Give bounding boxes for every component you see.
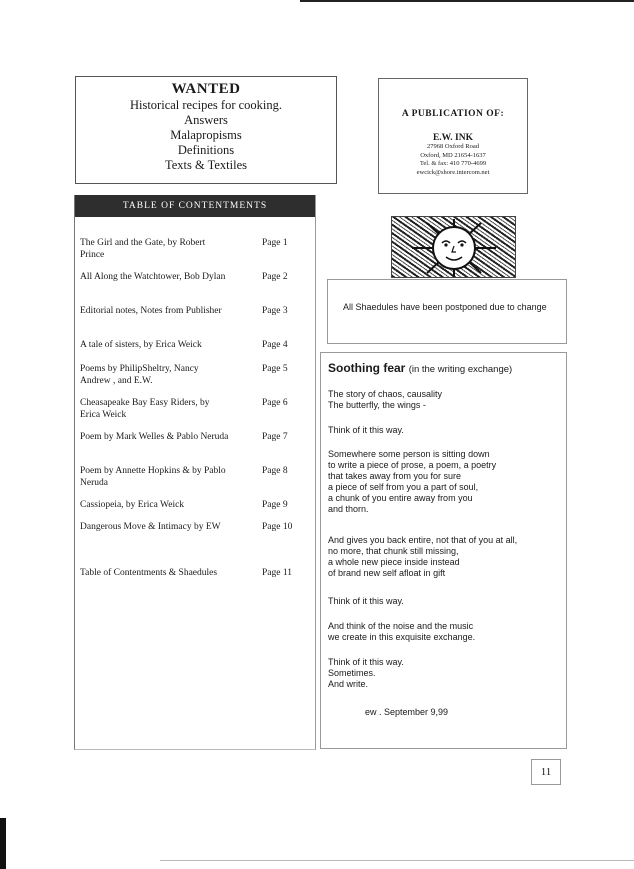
toc-entry-page: Page 3 — [262, 306, 288, 316]
poem-line: to write a piece of prose, a poem, a poetry — [328, 460, 497, 470]
poem-stanza — [328, 596, 404, 607]
poem-title — [328, 361, 512, 375]
scan-edge-bottom — [160, 860, 634, 861]
scan-edge-left — [0, 818, 6, 869]
toc-entry-title: Poem by Mark Welles & Pablo Neruda — [80, 432, 229, 442]
poem-line: and thorn. — [328, 504, 369, 514]
scan-edge-top — [300, 0, 634, 2]
poem-line: Somewhere some person is sitting down — [328, 449, 490, 459]
toc-entry-page: Page 2 — [262, 272, 288, 282]
publication-box — [378, 78, 528, 194]
toc-entry-title: Editorial notes, Notes from Publisher — [80, 306, 222, 316]
wanted-item: Answers — [184, 113, 228, 127]
table-of-contents — [74, 195, 316, 750]
publisher-city: Oxford, MD 21654-1637 — [420, 151, 486, 159]
poem-stanza — [328, 621, 475, 643]
publisher-email: ewcick@shore.intercom.net — [416, 168, 490, 176]
poem-line: a whole new piece inside instead — [328, 557, 460, 567]
poem-line: And write. — [328, 679, 369, 689]
toc-entry-title: Cassiopeia, by Erica Weick — [80, 500, 185, 510]
toc-entry-page: Page 6 — [262, 398, 288, 408]
poem-line: of brand new self afloat in gift — [328, 568, 446, 578]
poem-line: Think of it this way. — [328, 425, 404, 435]
publisher-address: 27968 Oxford Road — [427, 143, 479, 150]
toc-entry-page: Page 10 — [262, 522, 293, 532]
poem-stanza — [328, 389, 442, 411]
poem-line: Think of it this way. — [328, 657, 404, 667]
toc-entry-title: A tale of sisters, by Erica Weick — [80, 340, 202, 350]
notice-text: All Shaedules have been postponed due to change — [343, 302, 547, 312]
toc-entry-title: Table of Contentments & Shaedules — [80, 568, 218, 578]
poem-line: The story of chaos, causality — [328, 389, 443, 399]
wanted-title: WANTED — [171, 81, 241, 97]
toc-entry-page: Page 7 — [262, 432, 288, 442]
toc-entry-title: The Girl and the Gate, by Robert Prince — [80, 238, 206, 260]
poem-line: no more, that chunk still missing, — [328, 546, 459, 556]
poem-line: Think of it this way. — [328, 596, 404, 606]
poem-signature: ew . September 9,99 — [365, 707, 449, 717]
wanted-item: Historical recipes for cooking. — [129, 98, 283, 112]
page-number: 11 — [531, 759, 561, 785]
toc-entry-page: Page 8 — [262, 466, 288, 476]
toc-entry-page: Page 9 — [262, 500, 288, 510]
poem-line: a piece of self from you a part of soul, — [328, 482, 479, 492]
toc-header: TABLE OF CONTENTMENTS — [75, 195, 315, 217]
publisher-phone: Tel. & fax: 410 770-4699 — [419, 160, 487, 167]
toc-entry-page: Page 11 — [262, 568, 292, 578]
poem-stanza — [328, 657, 404, 690]
poem-line: that takes away from you for sure — [328, 471, 462, 481]
toc-entry-title: Cheasapeake Bay Easy Riders, by Erica Weick — [80, 398, 210, 420]
wanted-item: Definitions — [177, 143, 235, 157]
toc-entry-page: Page 1 — [262, 238, 288, 248]
sun-logo — [391, 216, 516, 278]
toc-entry-title: Dangerous Move & Intimacy by EW — [80, 522, 221, 532]
toc-entry-title: Poem by Annette Hopkins & by Pablo Neruda — [80, 466, 226, 488]
poem-line: And gives you back entire, not that of you at all, — [328, 535, 518, 545]
toc-entry-title: All Along the Watchtower, Bob Dylan — [80, 272, 226, 282]
poem-line: we create in this exquisite exchange. — [328, 632, 476, 642]
sun-face-icon — [392, 217, 516, 278]
poem-line: a chunk of you entire away from you — [328, 493, 473, 503]
publisher-name: E.W. INK — [432, 133, 474, 143]
toc-entry-title: Poems by PhilipSheltry, Nancy Andrew , and E.W. — [80, 364, 199, 386]
wanted-item: Malapropisms — [170, 128, 242, 142]
poem-stanza — [328, 535, 517, 579]
publication-label: A PUBLICATION OF: — [401, 109, 505, 119]
wanted-box — [75, 76, 337, 184]
schedule-notice — [327, 279, 567, 344]
poem-box — [320, 352, 567, 749]
poem-line: And think of the noise and the music — [328, 621, 474, 631]
toc-entry-page: Page 4 — [262, 340, 288, 350]
toc-entry-page: Page 5 — [262, 364, 288, 374]
poem-stanza — [328, 425, 404, 436]
poem-title-text: Soothing fear — [328, 361, 406, 375]
wanted-item: Texts & Textiles — [164, 158, 248, 172]
poem-line: The butterfly, the wings - — [328, 400, 426, 410]
poem-line: Sometimes. — [328, 668, 376, 678]
poem-subtitle: (in the writing exchange) — [408, 364, 513, 375]
poem-stanza — [328, 449, 496, 515]
